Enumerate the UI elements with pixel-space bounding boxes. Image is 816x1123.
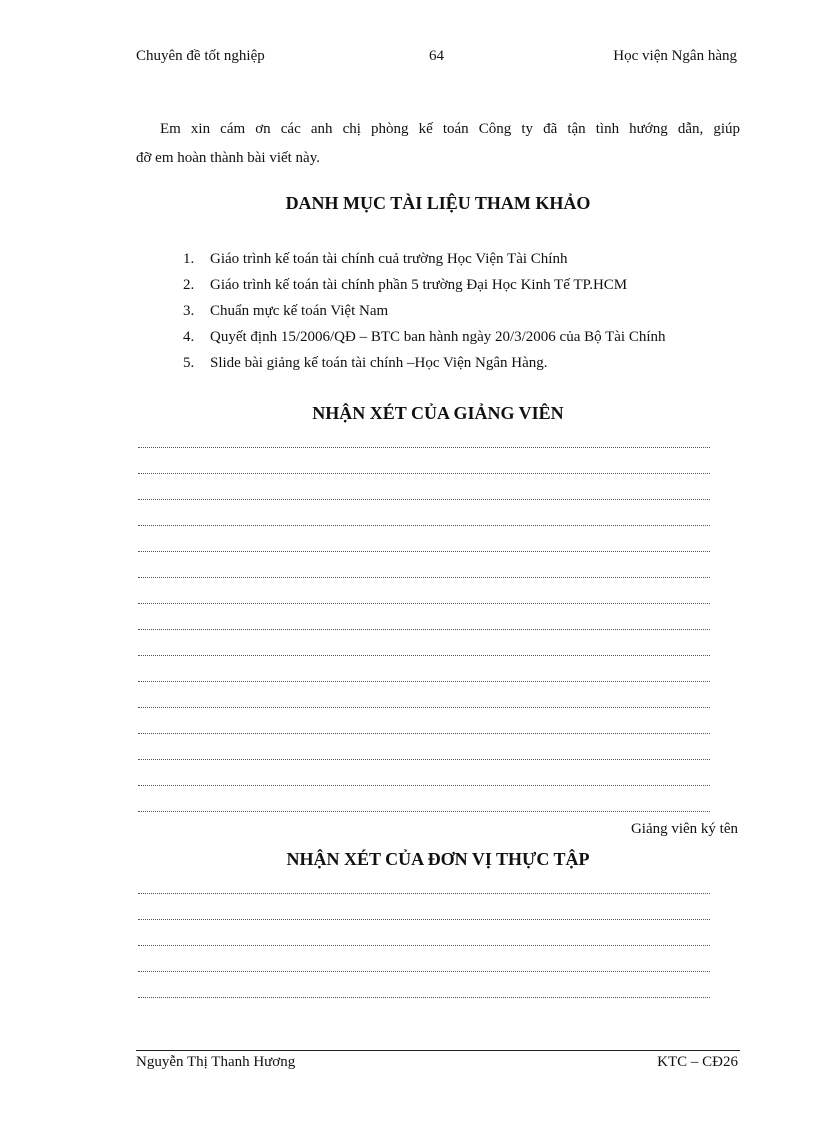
intro-line-2: đỡ em hoàn thành bài viết này. <box>136 150 320 166</box>
dotted-line <box>138 733 710 735</box>
dotted-line <box>138 811 710 813</box>
dotted-line <box>138 945 710 947</box>
dotted-line <box>138 893 710 895</box>
dotted-line <box>138 525 710 527</box>
intro-line-1: Em xin cám ơn các anh chị phòng kế toán Công ty đã tận tình hướng dẫn, giúp <box>160 121 740 137</box>
reference-item: 3. Chuẩn mực kế toán Việt Nam <box>183 303 389 319</box>
references-list <box>183 246 723 376</box>
page-number: 64 <box>429 48 444 64</box>
dotted-line <box>138 971 710 973</box>
reference-item: 4. Quyết định 15/2006/QĐ – BTC ban hành ngày 20/3/2006 của Bộ Tài Chính <box>183 329 666 345</box>
reference-item: 1. Giáo trình kế toán tài chính cuả trường Học Viện Tài Chính <box>183 251 568 267</box>
lecturer-review-title: NHẬN XÉT CỦA GIẢNG VIÊN <box>312 403 564 423</box>
dotted-line <box>138 551 710 553</box>
intro-paragraph <box>136 115 740 173</box>
footer-author: Nguyễn Thị Thanh Hương <box>136 1054 296 1070</box>
dotted-line <box>138 629 710 631</box>
dotted-line <box>138 603 710 605</box>
dotted-line <box>138 473 710 475</box>
dotted-line <box>138 681 710 683</box>
references-title: DANH MỤC TÀI LIỆU THAM KHẢO <box>285 193 591 213</box>
dotted-line <box>138 499 710 501</box>
dotted-line <box>138 655 710 657</box>
dotted-line <box>138 759 710 761</box>
reference-item: 5. Slide bài giảng kế toán tài chính –Học Viện Ngân Hàng. <box>183 355 548 371</box>
lecturer-signature-label: Giảng viên ký tên <box>630 821 738 837</box>
dotted-line <box>138 997 710 999</box>
header-right: Học viện Ngân hàng <box>613 48 737 64</box>
dotted-line <box>138 785 710 787</box>
dotted-line <box>138 577 710 579</box>
unit-review-title: NHẬN XÉT CỦA ĐƠN VỊ THỰC TẬP <box>286 849 590 869</box>
dotted-line <box>138 919 710 921</box>
header-left: Chuyên đề tốt nghiệp <box>136 48 265 64</box>
dotted-line <box>138 447 710 449</box>
reference-item: 2. Giáo trình kế toán tài chính phần 5 trường Đại Học Kinh Tế TP.HCM <box>183 277 628 293</box>
footer-rule <box>136 1050 740 1051</box>
footer-code: KTC – CĐ26 <box>657 1054 738 1070</box>
dotted-line <box>138 707 710 709</box>
